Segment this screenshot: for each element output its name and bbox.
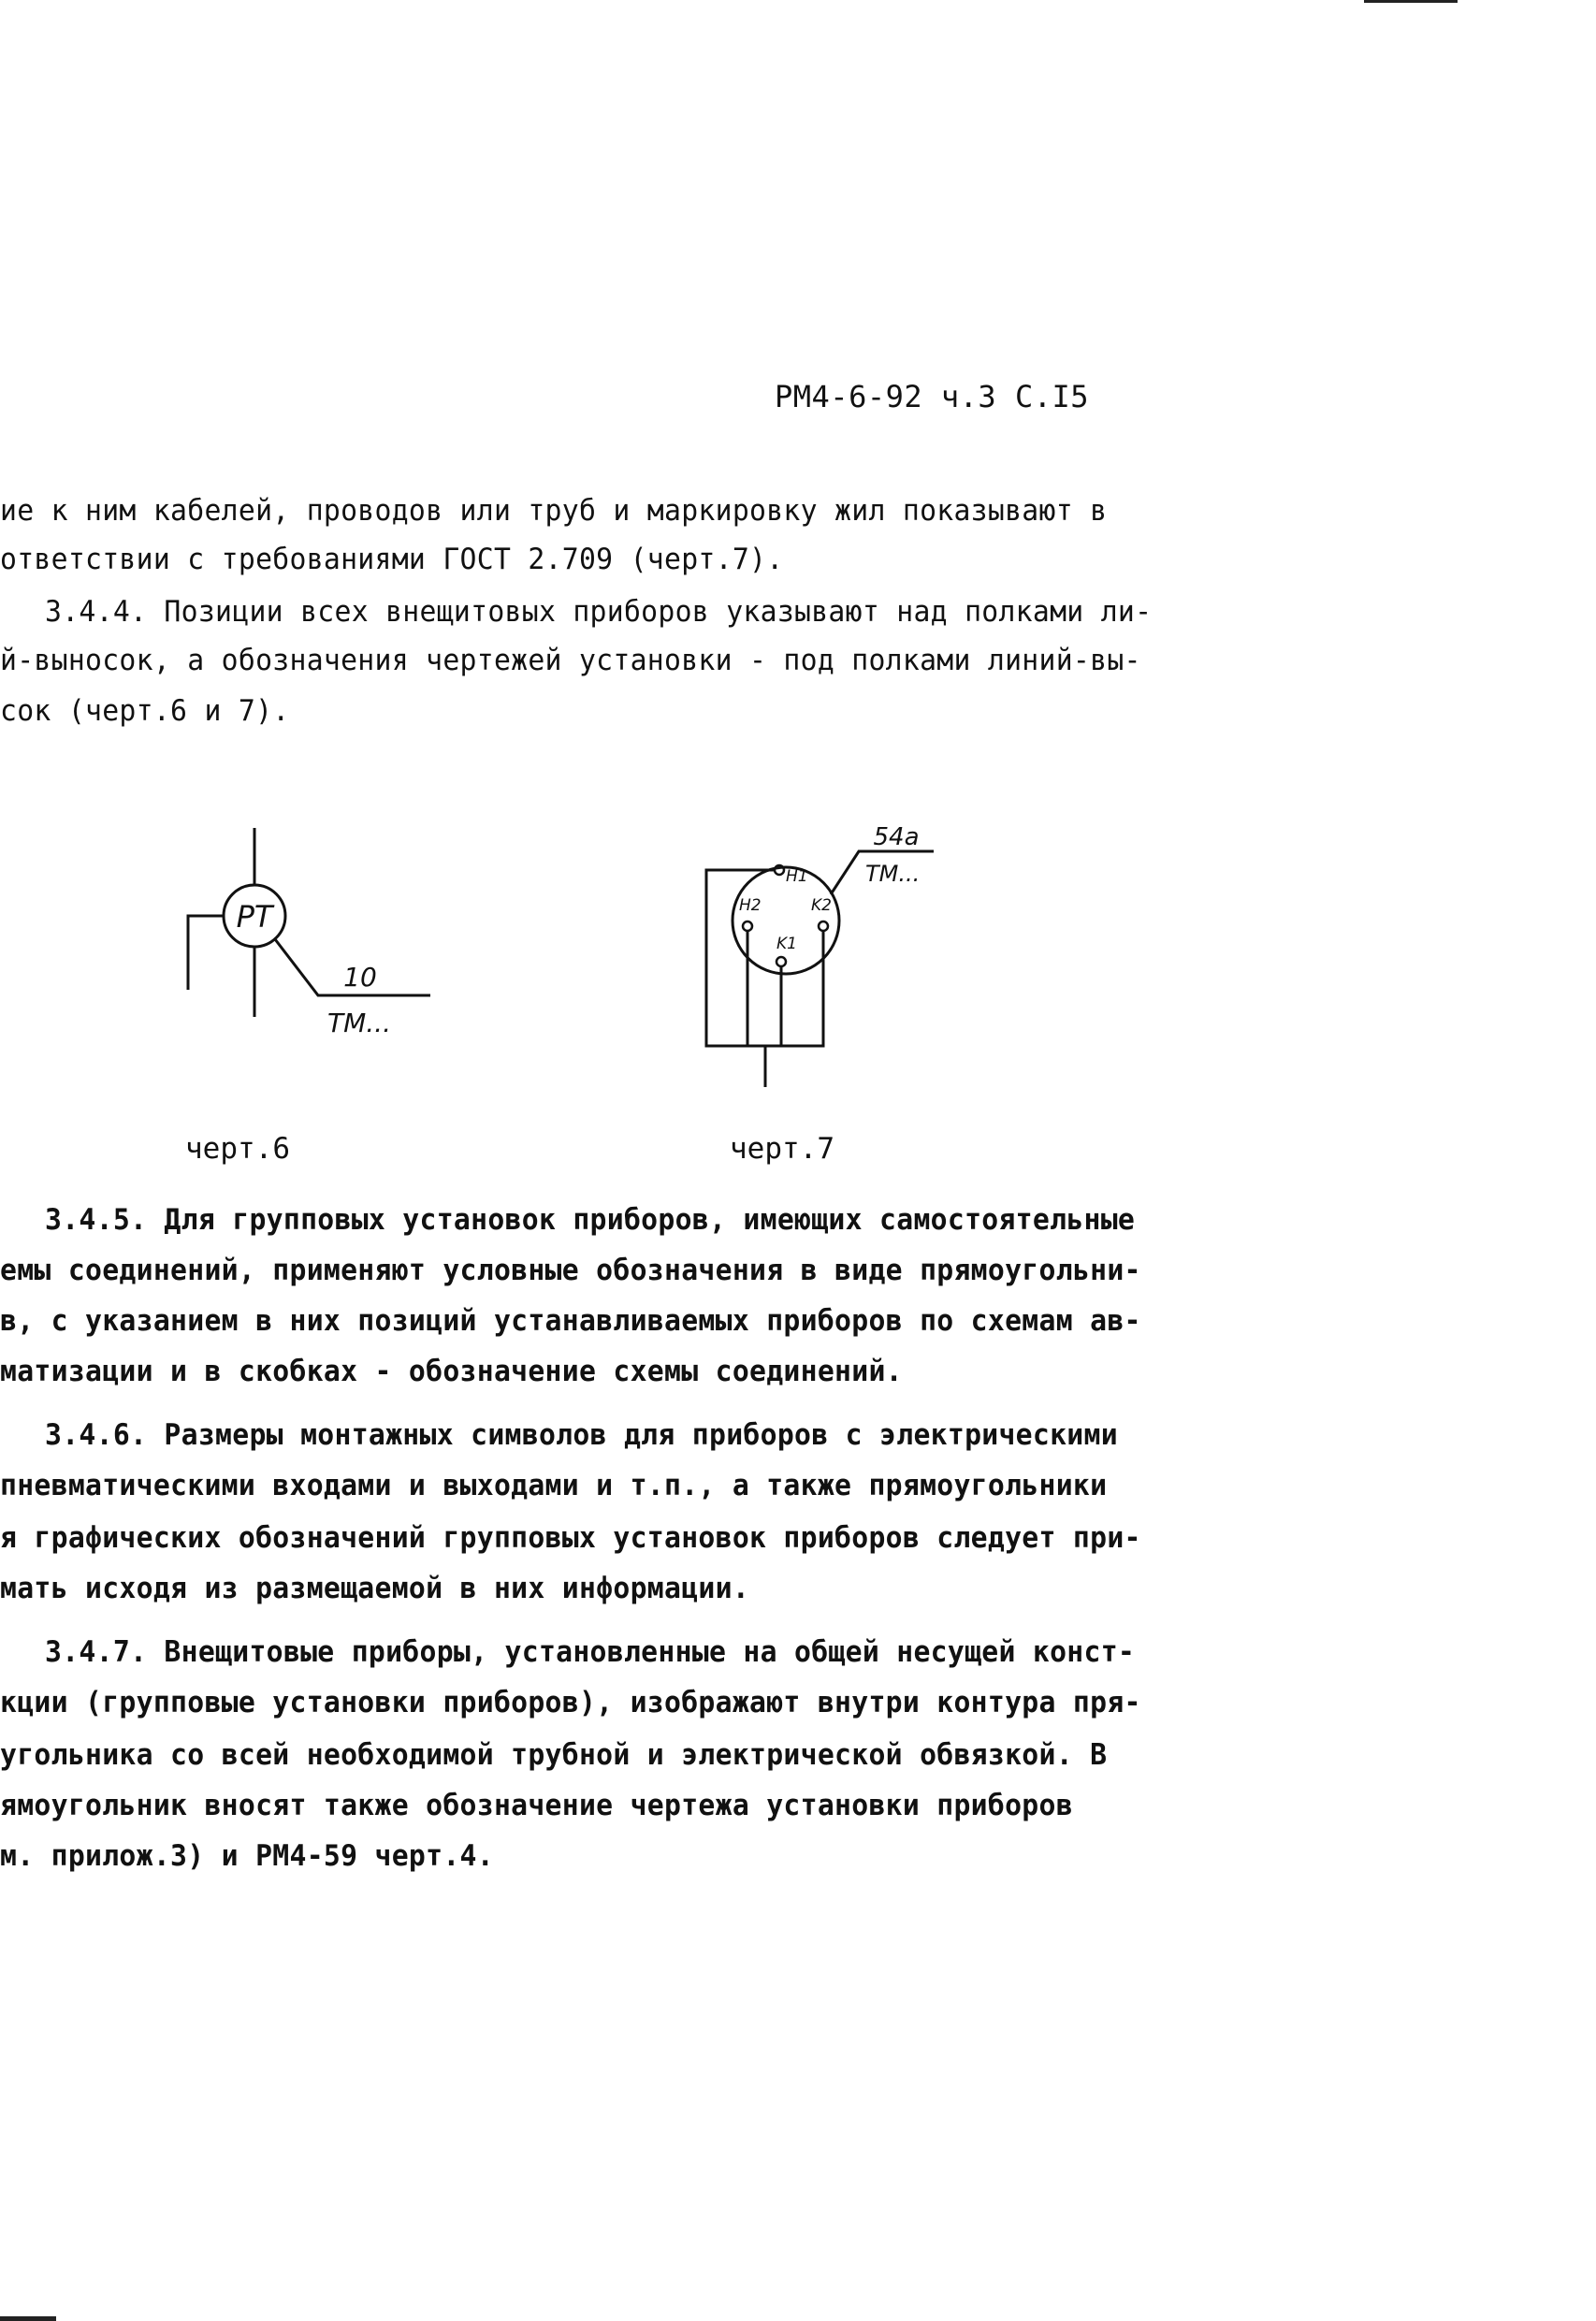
fig7-wire-outer <box>706 870 823 1046</box>
fig7-terminal-center-label: K1 <box>776 935 797 953</box>
text-line: 3.4.4. Позиции всех внещитовых приборов указывают над полками ли- <box>45 595 1153 629</box>
fig7-drawing-label: TM... <box>865 861 921 887</box>
fig7-terminal-left-label: H2 <box>739 896 762 915</box>
fig7-position-label: 54a <box>873 823 920 851</box>
figure-6-caption: черт.6 <box>185 1132 290 1166</box>
text-line: м. прилож.3) и РМ4-59 черт.4. <box>0 1839 494 1873</box>
text-line: емы соединений, применяют условные обозначения в виде прямоугольни- <box>0 1254 1141 1287</box>
text-line: 3.4.5. Для групповых установок приборов, имеющих самостоятельные <box>45 1203 1136 1237</box>
figure-7-caption: черт.7 <box>730 1132 834 1166</box>
fig7-terminal-right-label: K2 <box>811 896 832 915</box>
text-line: ответствии с требованиями ГОСТ 2.709 (черт.7). <box>0 543 784 576</box>
fig7-terminal-left <box>743 921 752 931</box>
text-line: я графических обозначений групповых установок приборов следует при- <box>0 1521 1141 1555</box>
figure-6-diagram <box>178 823 458 1038</box>
fig7-terminal-right <box>819 921 828 931</box>
text-line: пневматическими входами и выходами и т.п., а также прямоугольники <box>0 1469 1108 1502</box>
text-line: ие к ним кабелей, проводов или труб и маркировку жил показывают в <box>0 494 1108 528</box>
top-rule <box>1364 0 1458 3</box>
text-line: 3.4.7. Внещитовые приборы, установленные на общей несущей конст- <box>45 1635 1136 1669</box>
text-line: 3.4.6. Размеры монтажных символов для приборов с электрическими <box>45 1418 1118 1452</box>
scan-edge-mark <box>0 2316 56 2321</box>
fig6-pipe-line <box>188 916 224 990</box>
fig6-drawing-label: TM... <box>327 1008 391 1038</box>
fig6-instrument-label: PT <box>236 899 273 935</box>
page-header: РМ4-6-92 ч.3 С.І5 <box>775 379 1090 414</box>
text-line: кции (групповые установки приборов), изображают внутри контура пря- <box>0 1686 1141 1719</box>
fig7-terminal-top-label: H1 <box>786 867 808 886</box>
text-line: в, с указанием в них позиций устанавливаемых приборов по схемам ав- <box>0 1304 1141 1338</box>
fig7-terminal-center <box>776 957 786 966</box>
fig6-position-label: 10 <box>343 962 377 993</box>
figure-7-diagram <box>692 805 992 1095</box>
text-line: мать исходя из размещаемой в них информации. <box>0 1572 750 1605</box>
text-line: й-выносок, а обозначения чертежей установки - под полками линий-вы- <box>0 644 1141 677</box>
text-line: угольника со всей необходимой трубной и электрической обвязкой. В <box>0 1738 1108 1772</box>
text-line: сок (черт.6 и 7). <box>0 694 290 728</box>
text-line: матизации и в скобках - обозначение схемы соединений. <box>0 1355 903 1388</box>
text-line: ямоугольник вносят также обозначение чертежа установки приборов <box>0 1789 1073 1822</box>
